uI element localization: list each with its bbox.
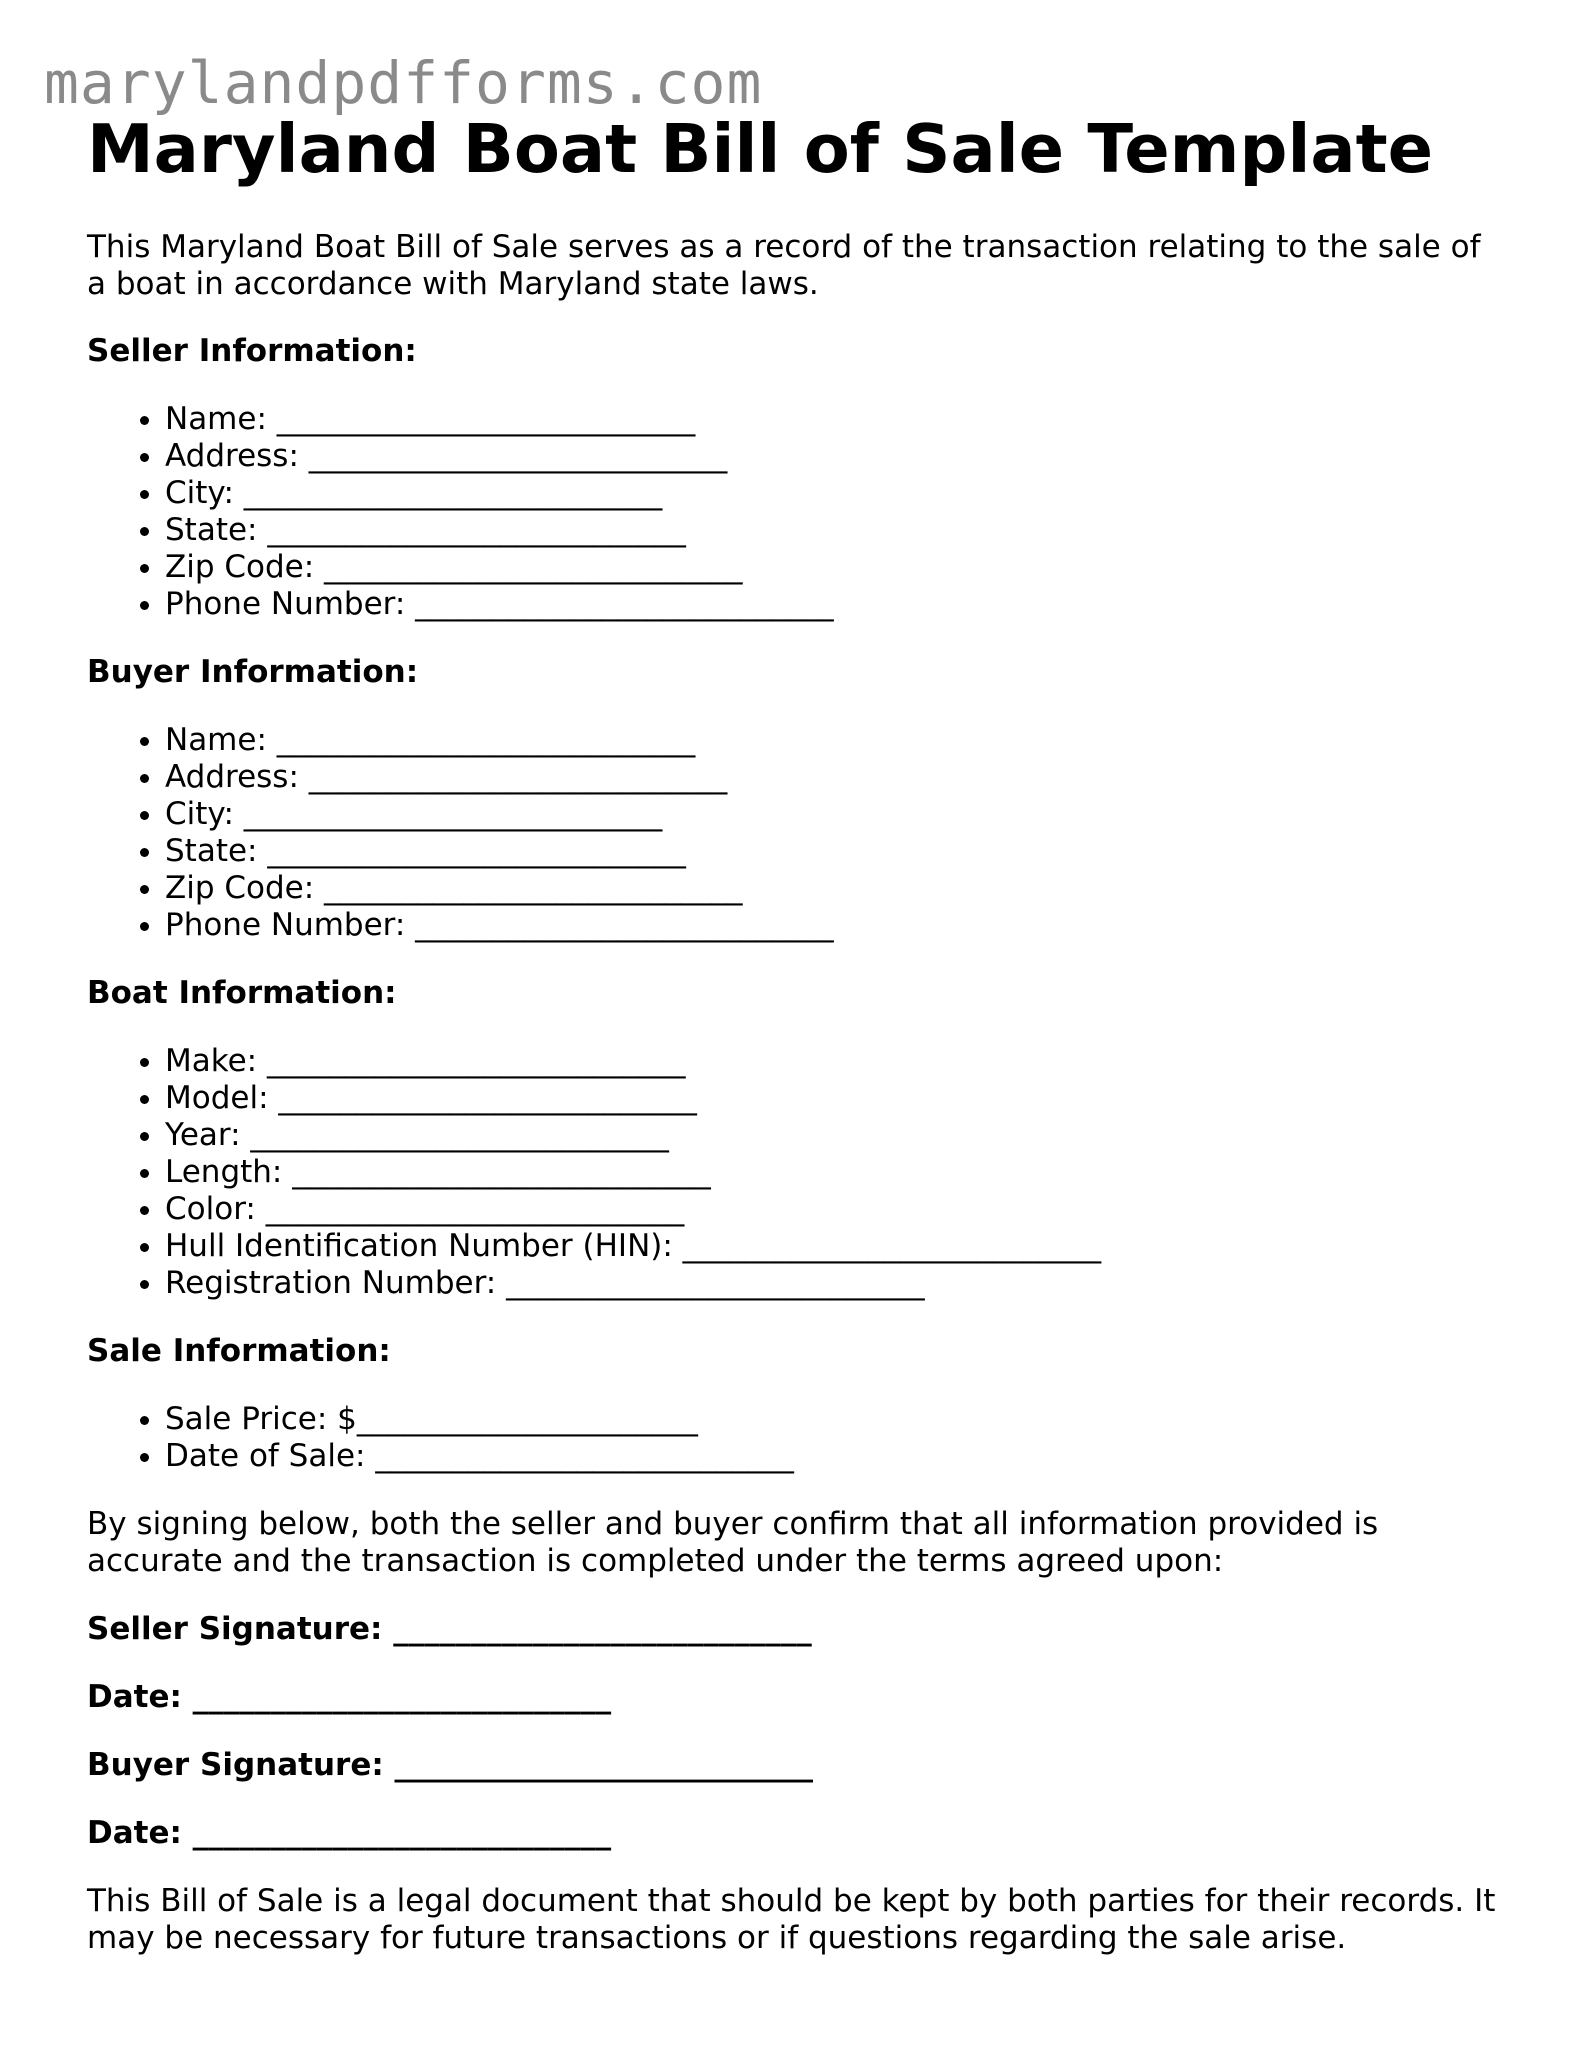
seller-date-field[interactable]: Date: ___________________________ xyxy=(87,1679,612,1715)
closing-paragraph: This Bill of Sale is a legal document that should be kept by both parties for their records. It may be necessary for future transactions or if questions regarding the sale arise. xyxy=(87,1883,1496,1956)
buyer-field-list xyxy=(87,722,1507,944)
sale-price-field[interactable]: • Sale Price: $______________________ xyxy=(165,1401,1507,1438)
watermark: marylandpdfforms.com xyxy=(44,49,763,117)
seller-phone-field[interactable]: • Phone Number: ___________________________ xyxy=(165,586,1507,623)
document-title: Maryland Boat Bill of Sale Template xyxy=(87,110,1434,188)
seller-zip-field[interactable]: • Zip Code: ___________________________ xyxy=(165,549,1507,586)
buyer-signature-field[interactable]: Buyer Signature: ___________________________ xyxy=(87,1747,814,1783)
seller-heading: Seller Information: xyxy=(87,333,417,369)
buyer-state-field[interactable]: • State: ___________________________ xyxy=(165,833,1507,870)
boat-make-field[interactable]: • Make: ___________________________ xyxy=(165,1043,1507,1080)
boat-color-field[interactable]: • Color: ___________________________ xyxy=(165,1191,1507,1228)
boat-model-field[interactable]: • Model: ___________________________ xyxy=(165,1080,1507,1117)
boat-heading: Boat Information: xyxy=(87,975,397,1011)
seller-state-field[interactable]: • State: ___________________________ xyxy=(165,512,1507,549)
buyer-address-field[interactable]: • Address: ___________________________ xyxy=(165,759,1507,796)
boat-registration-field[interactable]: • Registration Number: ___________________________ xyxy=(165,1265,1507,1302)
buyer-zip-field[interactable]: • Zip Code: ___________________________ xyxy=(165,870,1507,907)
boat-hin-field[interactable]: • Hull Identification Number (HIN): ___________________________ xyxy=(165,1228,1507,1265)
confirmation-paragraph: By signing below, both the seller and buyer confirm that all information provided is accurate and the transaction is completed under the terms agreed upon: xyxy=(87,1506,1379,1579)
boat-year-field[interactable]: • Year: ___________________________ xyxy=(165,1117,1507,1154)
document-page xyxy=(87,104,1507,1957)
buyer-name-field[interactable]: • Name: ___________________________ xyxy=(165,722,1507,759)
seller-name-field[interactable]: • Name: ___________________________ xyxy=(165,401,1507,438)
intro-paragraph: This Maryland Boat Bill of Sale serves as a record of the transaction relating to the sale of a boat in accordance with Maryland state laws. xyxy=(87,229,1481,302)
buyer-heading: Buyer Information: xyxy=(87,654,419,690)
buyer-date-field[interactable]: Date: ___________________________ xyxy=(87,1815,612,1851)
buyer-city-field[interactable]: • City: ___________________________ xyxy=(165,796,1507,833)
sale-date-field[interactable]: • Date of Sale: ___________________________ xyxy=(165,1438,1507,1475)
sale-field-list xyxy=(87,1401,1507,1475)
buyer-phone-field[interactable]: • Phone Number: ___________________________ xyxy=(165,907,1507,944)
seller-field-list xyxy=(87,401,1507,623)
seller-signature-field[interactable]: Seller Signature: ___________________________ xyxy=(87,1611,812,1647)
sale-heading: Sale Information: xyxy=(87,1333,391,1369)
boat-field-list xyxy=(87,1043,1507,1302)
seller-address-field[interactable]: • Address: ___________________________ xyxy=(165,438,1507,475)
boat-length-field[interactable]: • Length: ___________________________ xyxy=(165,1154,1507,1191)
seller-city-field[interactable]: • City: ___________________________ xyxy=(165,475,1507,512)
